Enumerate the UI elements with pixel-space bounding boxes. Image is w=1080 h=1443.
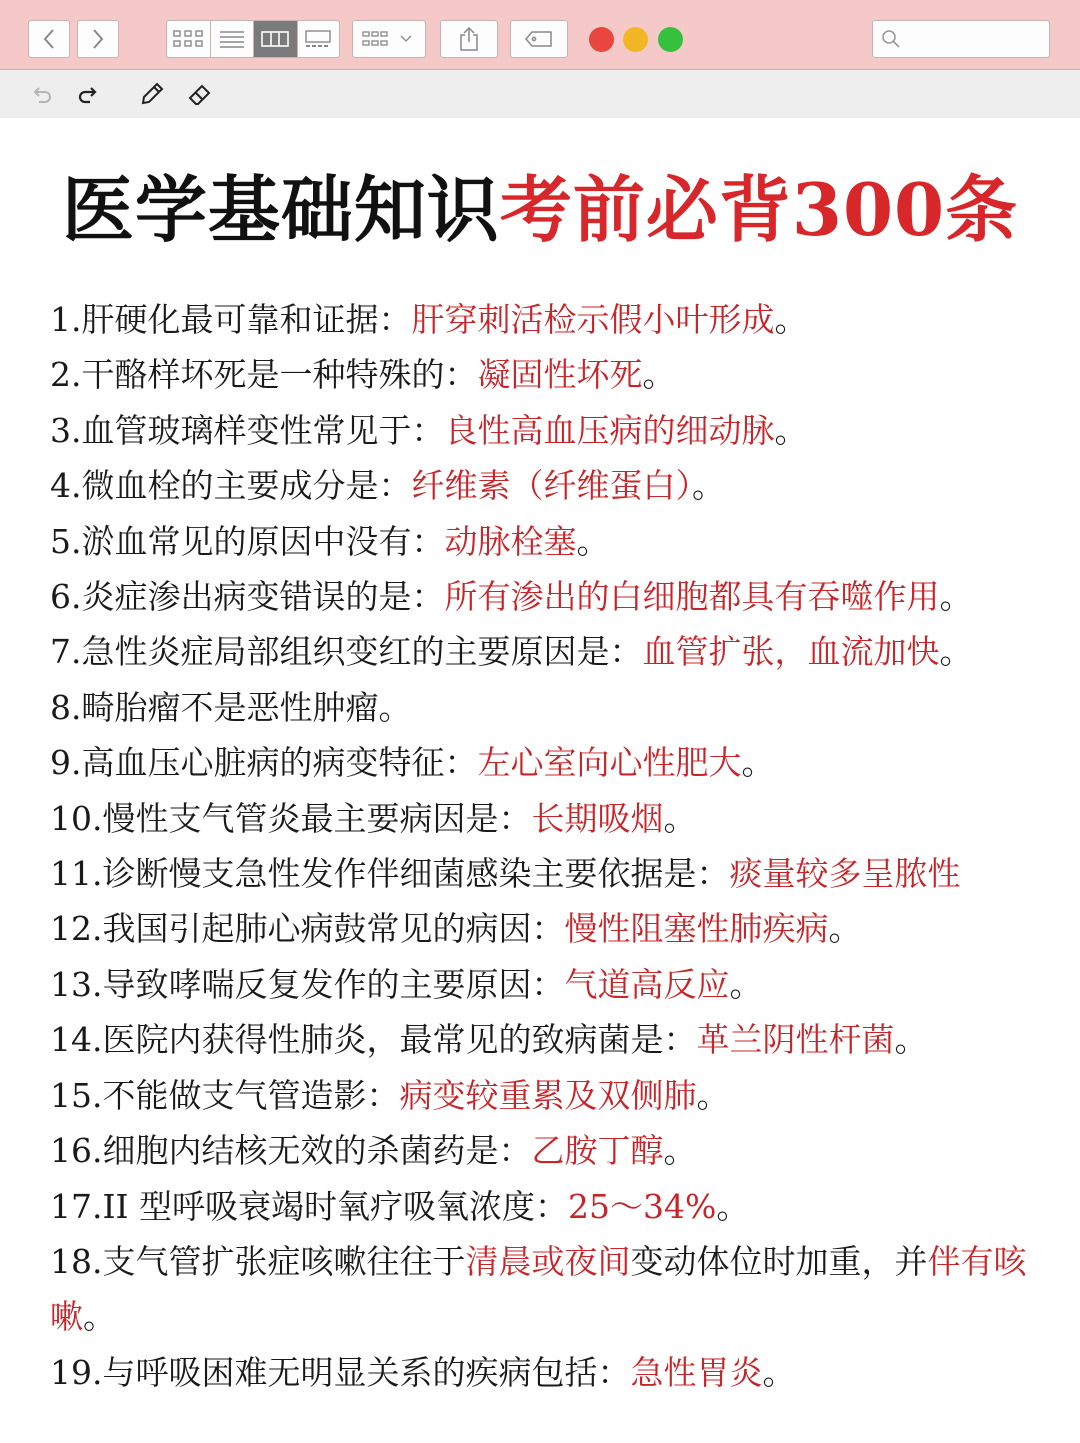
item-question: 4.微血栓的主要成分是： [50,466,412,506]
group-by-button[interactable] [352,20,426,58]
list-view-button[interactable] [211,21,255,57]
item-end: 。 [576,521,610,561]
item-question: 5.淤血常见的原因中没有： [50,521,445,561]
item-answer: 革兰阴性杆菌 [696,1020,895,1060]
list-item [50,403,1050,458]
item-end: 。 [663,798,697,838]
pencil-icon [139,81,165,107]
search-icon [881,29,901,49]
item-answer: 乙胺丁醇 [531,1131,664,1171]
item-answer: 25～34% [568,1186,717,1226]
eraser-icon [187,81,213,107]
item-end: 。 [378,687,412,727]
title-red-part: 考前必背300条 [499,167,1019,252]
list-item [50,680,1050,735]
list-item [50,1345,1050,1400]
tag-button[interactable] [510,20,568,58]
item-question: 9.高血压心脏病的病变特征： [50,743,478,783]
list-view-icon [219,30,245,48]
list-item [50,292,1050,347]
list-item [50,846,1050,901]
item-answer: 肝穿刺活检示假小叶形成 [411,300,775,339]
item-end: 。 [762,1352,796,1392]
eraser-tool-button[interactable] [186,80,214,108]
item-question: 7.急性炎症局部组织变红的主要原因是： [50,632,643,672]
column-view-button[interactable] [254,21,298,57]
list-item [50,514,1050,569]
column-view-icon [261,30,289,48]
item-answer: 痰量较多呈脓性 [729,854,961,894]
item-text-part: 18.支气管扩张症咳嗽往往于 [50,1241,466,1281]
search-input[interactable] [907,23,1041,55]
item-question: 1.肝硬化最可靠和证据： [50,300,412,339]
title-black-part: 医学基础知识 [61,167,500,252]
item-end: 。 [774,300,808,339]
list-item [50,957,1050,1012]
close-window-button[interactable] [589,27,614,52]
group-by-icon [361,29,417,49]
list-item [50,569,1050,624]
list-item [50,624,1050,679]
item-end: 。 [696,1075,730,1115]
pencil-tool-button[interactable] [138,80,166,108]
item-answer: 病变较重累及双侧肺 [399,1075,697,1115]
item-end: 。 [729,964,763,1004]
share-button[interactable] [440,20,498,58]
item-answer: 左心室向心性肥大 [477,743,742,783]
item-question: 2.干酪样坏死是一种特殊的： [50,355,478,395]
item-question: 13.导致哮喘反复发作的主要原因： [50,964,565,1004]
list-item [50,735,1050,790]
chevron-right-icon [91,28,105,50]
item-question: 10.慢性支气管炎最主要病因是： [50,798,532,838]
item-end: 。 [642,355,676,395]
item-end: 。 [894,1020,928,1060]
forward-button[interactable] [77,20,119,58]
list-item [50,791,1050,846]
item-question: 3.血管玻璃样变性常见于： [50,410,445,450]
item-end: 。 [716,1186,750,1226]
grid-view-button[interactable] [167,21,211,57]
item-end: 。 [828,909,862,949]
undo-button[interactable] [28,80,56,108]
gallery-view-button[interactable] [298,21,340,57]
item-answer: 所有渗出的白细胞都具有吞噬作用 [444,577,940,617]
list-item [50,1234,1050,1345]
list-item [50,1179,1050,1234]
item-answer: 凝固性坏死 [477,355,643,395]
tag-icon [524,29,554,49]
list-item [50,347,1050,402]
item-answer: 急性胃炎 [630,1352,763,1392]
item-question: 6.炎症渗出病变错误的是： [50,577,445,617]
item-answer: 长期吸烟 [531,798,664,838]
item-answer: 伴有咳嗽 [50,1241,1027,1337]
item-question: 17.II 型呼吸衰竭时氧疗吸氧浓度： [50,1186,569,1226]
window-toolbar [0,0,1080,70]
share-icon [458,26,480,52]
item-end: 。 [774,410,808,450]
item-end: 。 [939,577,973,617]
zoom-window-button[interactable] [658,27,683,52]
minimize-window-button[interactable] [623,27,648,52]
item-end: 。 [692,466,725,506]
item-question: 12.我国引起肺心病鼓常见的病因： [50,909,565,949]
item-question: 16.细胞内结核无效的杀菌药是： [50,1131,532,1171]
redo-icon [76,83,100,105]
grid-view-icon [173,29,203,49]
item-question: 14.医院内获得性肺炎，最常见的致病菌是： [50,1020,697,1060]
chevron-left-icon [42,28,56,50]
item-answer: 慢性阻塞性肺疾病 [564,909,829,949]
back-button[interactable] [28,20,70,58]
item-question: 8.畸胎瘤不是恶性肿瘤 [50,687,379,727]
item-end: 。 [663,1131,697,1171]
gallery-view-icon [304,29,332,49]
undo-icon [30,83,54,105]
item-end: 。 [939,632,973,672]
item-answer: 清晨或夜间 [465,1241,631,1281]
edit-toolbar [0,70,1080,118]
knowledge-list [50,292,1050,1400]
item-question: 15.不能做支气管造影： [50,1075,400,1115]
item-answer: 动脉栓塞 [444,521,577,561]
item-answer: 血管扩张，血流加快 [642,632,940,672]
redo-button[interactable] [74,80,102,108]
list-item [50,1012,1050,1067]
list-item [50,1123,1050,1178]
item-end: 。 [83,1297,116,1337]
item-question: 19.与呼吸困难无明显关系的疾病包括： [50,1352,631,1392]
item-question: 11.诊断慢支急性发作伴细菌感染主要依据是： [50,854,730,894]
search-field[interactable] [872,20,1050,58]
item-answer: 纤维素（纤维蛋白） [411,466,692,506]
item-text-part: 变动体位时加重，并 [630,1241,928,1281]
item-answer: 良性高血压病的细动脉 [444,410,775,450]
list-item [50,901,1050,956]
list-item [50,1068,1050,1123]
item-answer: 气道高反应 [564,964,730,1004]
view-switcher [166,20,340,58]
item-end: 。 [741,743,775,783]
list-item [50,458,1050,513]
page-title [0,160,1080,260]
